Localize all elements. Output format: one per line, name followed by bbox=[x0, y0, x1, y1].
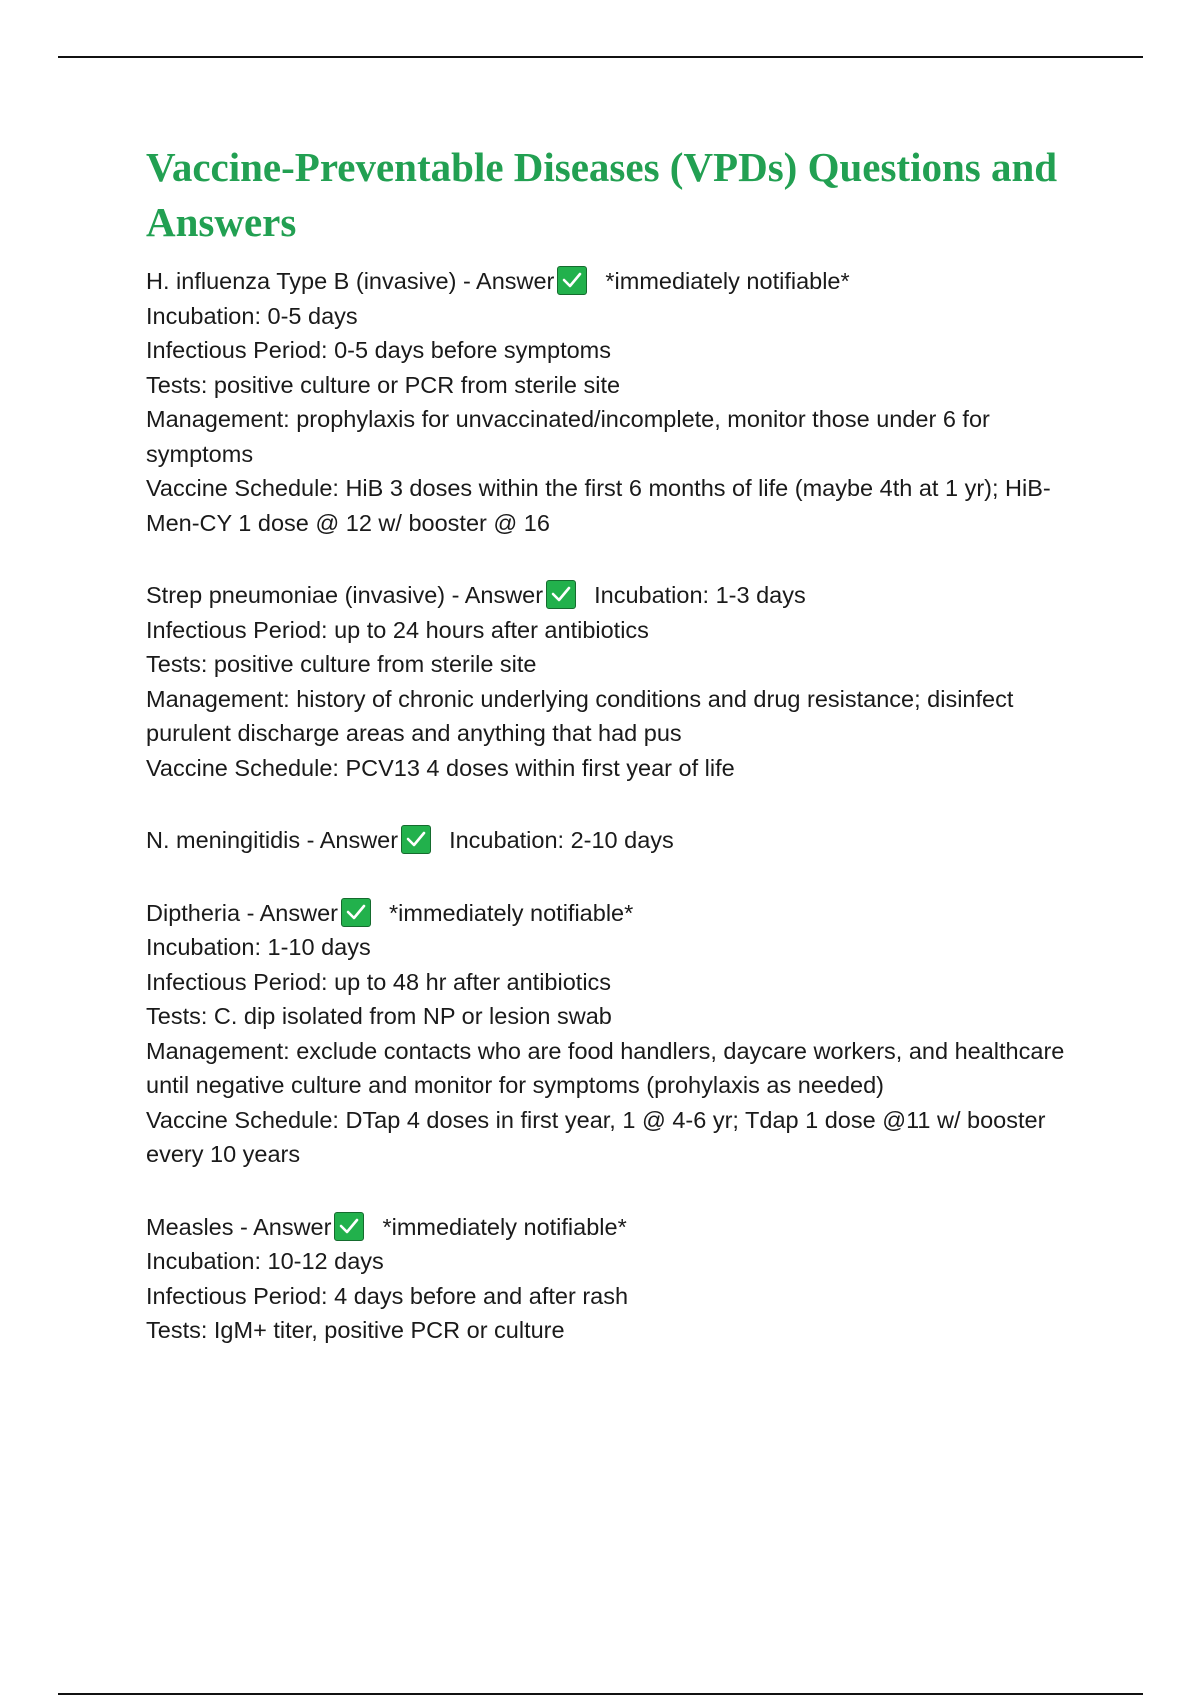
answer-line: Vaccine Schedule: HiB 3 doses within the first 6 months of life (maybe 4th at 1 yr); HiB-Men-CY 1 dose @ 12 w/ booster @ 16 bbox=[146, 475, 1051, 536]
answer-line: Infectious Period: 4 days before and after rash bbox=[146, 1282, 629, 1309]
qa-question-line bbox=[146, 823, 1091, 858]
answer-line: Tests: IgM+ titer, positive PCR or culture bbox=[146, 1317, 565, 1343]
answer-line: Tests: positive culture or PCR from sterile site bbox=[146, 371, 621, 398]
answer-line: Infectious Period: up to 24 hours after antibiotics bbox=[146, 616, 649, 643]
qa-entry bbox=[146, 1210, 1091, 1348]
top-rule bbox=[58, 56, 1143, 58]
qa-question-line bbox=[146, 264, 1091, 299]
question-text: H. influenza Type B (invasive) - Answer bbox=[146, 268, 555, 294]
qa-question-line bbox=[146, 578, 1091, 613]
answer-line: Incubation: 1-10 days bbox=[146, 934, 371, 960]
answer-line: Tests: positive culture from sterile site bbox=[146, 651, 537, 677]
check-box-icon bbox=[546, 580, 576, 609]
check-box-icon bbox=[557, 266, 587, 295]
answer-first-line: *immediately notifiable* bbox=[389, 899, 634, 926]
answer-line: Vaccine Schedule: PCV13 4 doses within first year of life bbox=[146, 754, 735, 781]
page-title: Vaccine-Preventable Diseases (VPDs) Questions and Answers bbox=[146, 144, 1058, 245]
check-box-icon bbox=[341, 898, 371, 927]
question-text: Strep pneumoniae (invasive) - Answer bbox=[146, 582, 544, 608]
answer-line: Tests: C. dip isolated from NP or lesion swab bbox=[146, 1003, 612, 1029]
answer-first-line: *immediately notifiable* bbox=[382, 1213, 627, 1240]
question-text: Diptheria - Answer bbox=[146, 899, 338, 926]
qa-list bbox=[146, 264, 1091, 1348]
answer-line: Management: exclude contacts who are food handlers, daycare workers, and healthcare until negative culture and monitor for symptoms (prohylaxis as needed) bbox=[146, 1037, 1065, 1098]
answer-line: Incubation: 10-12 days bbox=[146, 1248, 384, 1274]
check-box-icon bbox=[334, 1212, 364, 1241]
qa-question-line bbox=[146, 1210, 1091, 1245]
answer-first-line: Incubation: 1-3 days bbox=[594, 582, 806, 608]
qa-entry bbox=[146, 896, 1091, 1172]
qa-entry bbox=[146, 264, 1091, 540]
answer-line: Infectious Period: 0-5 days before symptoms bbox=[146, 337, 611, 363]
qa-entry bbox=[146, 578, 1091, 785]
bottom-rule bbox=[58, 1693, 1143, 1695]
check-box-icon bbox=[401, 825, 431, 854]
answer-line: Management: history of chronic underlying conditions and drug resistance; disinfect purulent discharge areas and anything that had pus bbox=[146, 685, 1014, 746]
question-text: Measles - Answer bbox=[146, 1213, 332, 1240]
question-text: N. meningitidis - Answer bbox=[146, 827, 399, 853]
qa-entry bbox=[146, 823, 1091, 858]
document-body bbox=[146, 140, 1091, 1386]
answer-line: Incubation: 0-5 days bbox=[146, 302, 358, 329]
answer-first-line: Incubation: 2-10 days bbox=[449, 827, 674, 853]
qa-question-line bbox=[146, 896, 1091, 931]
answer-line: Infectious Period: up to 48 hr after antibiotics bbox=[146, 968, 612, 995]
answer-line: Management: prophylaxis for unvaccinated/incomplete, monitor those under 6 for symptoms bbox=[146, 406, 990, 467]
answer-first-line: *immediately notifiable* bbox=[605, 268, 850, 294]
answer-line: Vaccine Schedule: DTap 4 doses in first year, 1 @ 4-6 yr; Tdap 1 dose @11 w/ booster every 10 years bbox=[146, 1106, 1046, 1167]
